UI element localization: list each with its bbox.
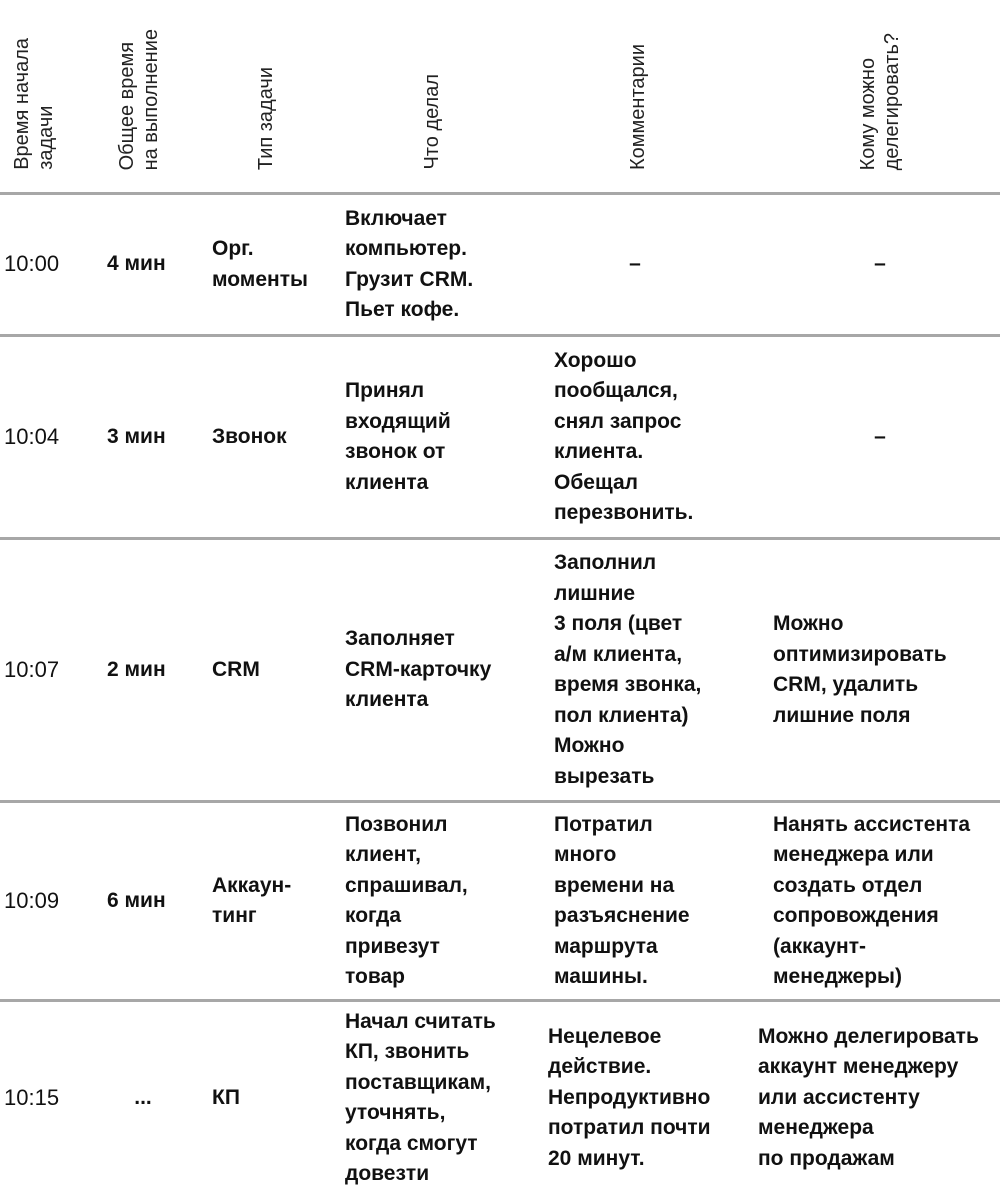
cell-task-type: Аккаун- тинг: [212, 873, 292, 927]
cell-delegate: –: [874, 424, 886, 448]
cell-delegate: Можно делегировать аккаунт менеджеру или ассистенту менеджера по продажам: [758, 1024, 979, 1170]
cell-start-time: 10:09: [4, 887, 60, 913]
table-row: [0, 337, 1000, 537]
cell-comment: Нецелевое действие. Непродуктивно потратил почти 20 минут.: [548, 1024, 711, 1170]
cell-start-time: 10:00: [4, 251, 60, 277]
cell-delegate: –: [874, 252, 886, 276]
cell-duration: 2 мин: [107, 657, 166, 681]
cell-start-time: 10:07: [4, 656, 60, 682]
header-task-type-label: Тип задачи: [255, 66, 277, 170]
cell-delegate: Нанять ассистента менеджера или создать отдел сопровождения (аккаунт- менеджеры): [773, 812, 971, 988]
cell-what-did: Позвонил клиент, спрашивал, когда привезут товар: [345, 812, 468, 988]
header-comments-label: Комментарии: [627, 44, 649, 170]
cell-start-time: 10:15: [4, 1084, 60, 1110]
cell-what-did: Начал считать КП, звонить поставщикам, уточнять, когда смогут довезти: [345, 1009, 496, 1185]
cell-task-type: Звонок: [212, 424, 287, 448]
cell-comment: –: [629, 252, 641, 276]
cell-duration: 4 мин: [107, 252, 166, 276]
cell-duration: 6 мин: [107, 888, 166, 912]
cell-task-type: Орг. моменты: [212, 237, 308, 291]
cell-what-did: Принял входящий звонок от клиента: [345, 379, 451, 494]
cell-delegate: Можно оптимизировать CRM, удалить лишние поля: [773, 612, 947, 727]
cell-comment: Заполнил лишние 3 поля (цвет а/м клиента, время звонка, пол клиента) Можно вырезать: [554, 551, 702, 788]
header-what-did-label: Что делал: [421, 74, 443, 170]
table-row: [0, 803, 1000, 999]
cell-task-type: КП: [212, 1085, 240, 1109]
table-row: [0, 1002, 1000, 1194]
table-row: [0, 540, 1000, 800]
cell-comment: Хорошо пообщался, снял запрос клиента. Обещал перезвонить.: [554, 348, 694, 524]
cell-duration: ...: [134, 1085, 152, 1109]
table-row: [0, 195, 1000, 334]
cell-task-type: CRM: [212, 657, 260, 681]
cell-what-did: Заполняет CRM-карточку клиента: [345, 627, 492, 712]
header-start-time-label: Время начала задачи: [11, 38, 57, 170]
cell-start-time: 10:04: [4, 423, 60, 449]
header-delegate-label: Кому можно делегировать?: [857, 32, 903, 170]
table-header: [0, 0, 1000, 196]
cell-what-did: Включает компьютер. Грузит CRM. Пьет кофе.: [345, 206, 474, 321]
header-total-time-label: Общее время на выполнение: [116, 28, 162, 170]
cell-comment: Потратил много времени на разъяснение маршрута машины.: [554, 812, 690, 988]
cell-duration: 3 мин: [107, 424, 166, 448]
